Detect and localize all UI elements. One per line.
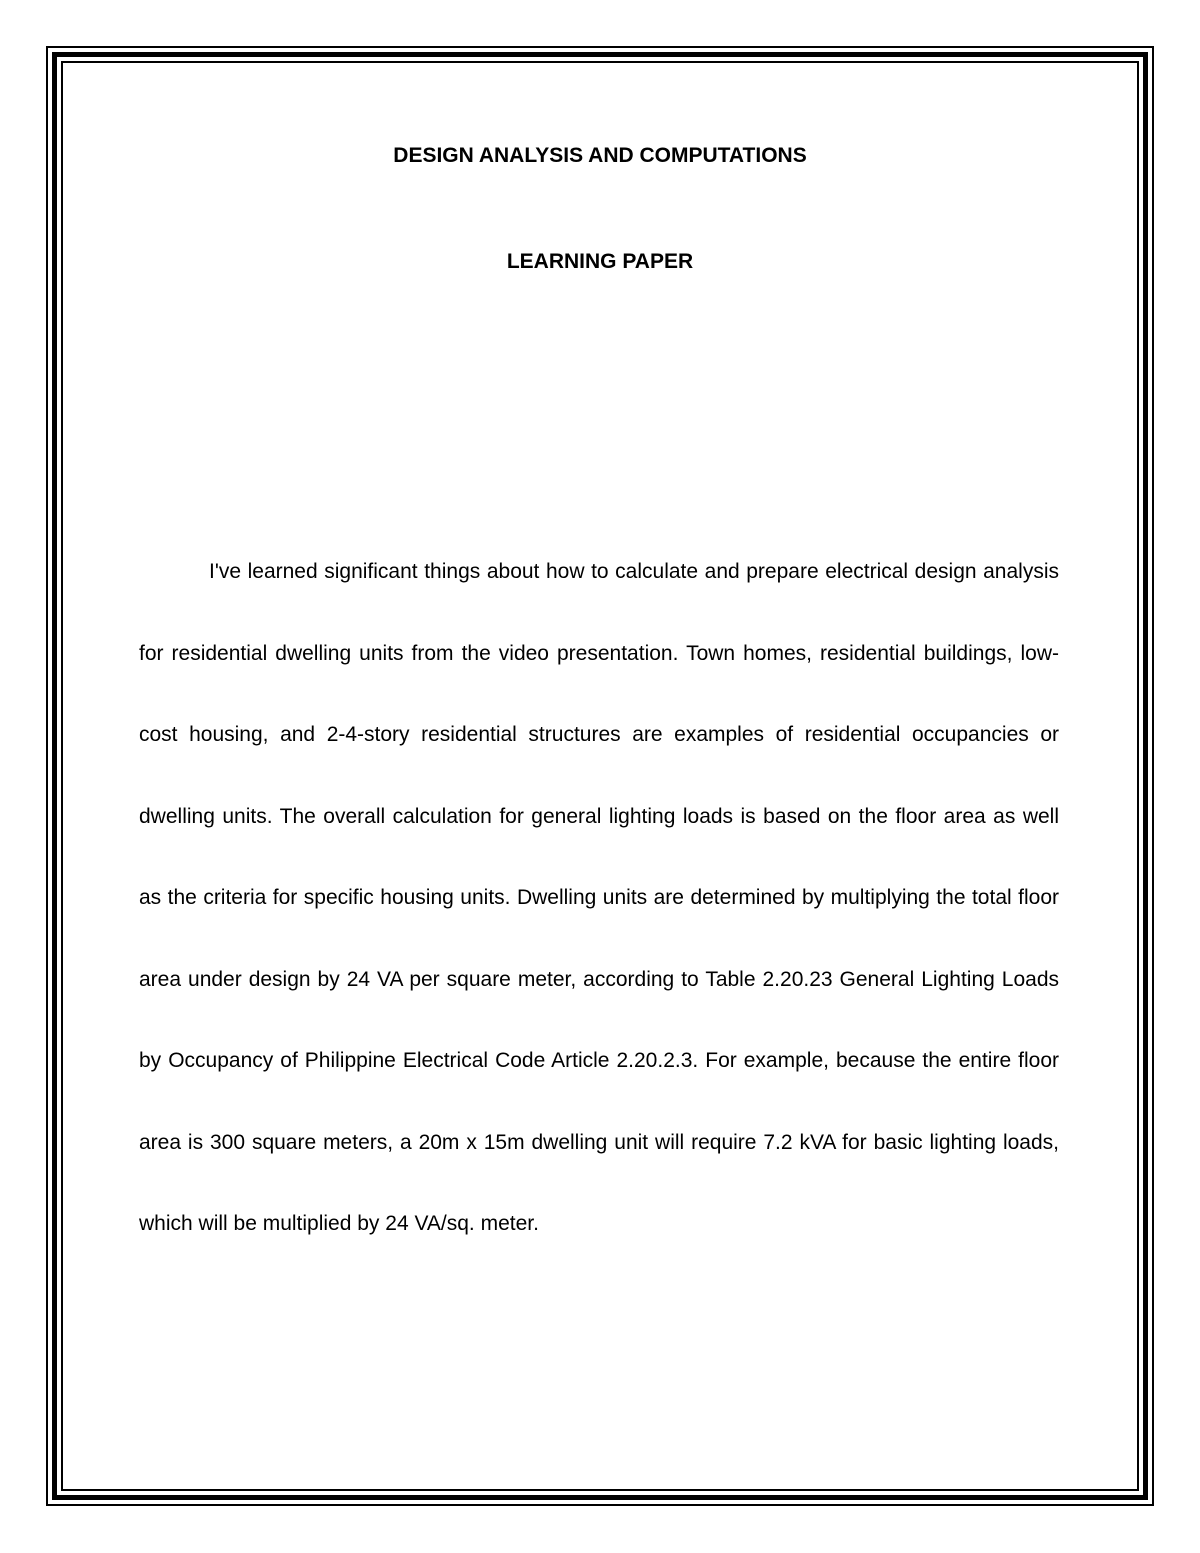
document-title: DESIGN ANALYSIS AND COMPUTATIONS [393, 144, 807, 167]
body-paragraph: I've learned significant things about how to calculate and prepare electrical design analysis for residential dwelling units from the video presentation. Town homes, residential buildings, low-cost housing, and 2-4-story residential structures are examples of residential occupancies or dwelling units. The overall calculation for general lighting loads is based on the floor area as well as the criteria for specific housing units. Dwelling units are determined by multiplying the total floor area under design by 24 VA per square meter, according to Table 2.20.23 General Lighting Loads by Occupancy of Philippine Electrical Code Article 2.20.2.3. For example, because the entire floor area is 300 square meters, a 20m x 15m dwelling unit will require 7.2 kVA for basic lighting loads, which will be multiplied by 24 VA/sq. meter. [139, 560, 1059, 1235]
document-subtitle: LEARNING PAPER [506, 250, 694, 273]
